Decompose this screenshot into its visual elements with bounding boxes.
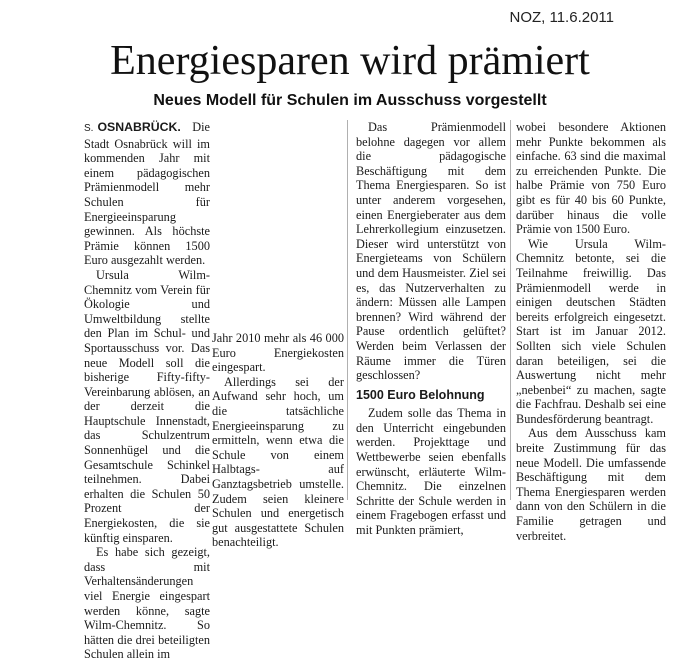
article-paragraph: Zudem solle das Thema in den Unterricht eingebunden werden. Projekttage und Wettbewerbe seien ebenfalls erwünscht, erläuterte Wilm-Chemnitz. Die einzelnen Schritte der Schule werden in einem Fragebogen erfasst und mit Punkten prämiert, — [356, 406, 506, 538]
article-headline: Energiesparen wird prämiert — [110, 38, 590, 84]
article-paragraph: Wie Ursula Wilm-Chemnitz betonte, sei die Teilnahme freiwillig. Das Prämienmodell werde in einigen deutschen Städten bereits erfolgreich eingesetzt. Start ist im Januar 2012. Sollten sich viele Schulen daran beteiligen, sei die Auswertung nicht mehr „nebenbei“ zu machen, sagte die Fachfrau. Deshalb sei eine Bundesförderung beantragt. — [516, 236, 666, 426]
column-divider — [347, 120, 348, 500]
section-crosshead: 1500 Euro Belohnung — [356, 387, 485, 402]
article-column-4 — [516, 120, 666, 543]
dateline-city: OSNABRÜCK. — [97, 120, 181, 134]
article-paragraph: Das Prämienmodell belohne dagegen vor allem die pädagogische Beschäftigung mit dem Thema Energiesparen. So ist unter anderem vorgesehen, einen Energieberater aus dem Lehrerkollegium einzusetzen. Dieser wird unterstützt von Energieteams von Schülern und dem Hausmeister. Ziel sei es, das Nutzerverhalten zu ändern: Müssen alle Lampen brennen? Wird während der Pause ordentlich gelüftet? Werden beim Verlassen der Räume immer die Türen geschlossen? — [356, 120, 506, 383]
column-divider — [510, 120, 511, 500]
dateline-author-mark: S. — [84, 123, 94, 134]
article-paragraph: Jahr 2010 mehr als 46 000 Euro Energiekosten eingespart. — [212, 331, 344, 375]
article-paragraph: Allerdings sei der Aufwand sehr hoch, um die tatsächliche Energieeinsparung zu ermitteln, wenn etwa die Schule von einem Halbtags- auf Ganztagsbetrieb umstelle. Zudem seien kleinere Schulen und energetisch gut ausgestattete Schulen benachteiligt. — [212, 374, 344, 550]
article-paragraph: Ursula Wilm-Chemnitz vom Verein für Ökologie und Umweltbildung stellte den Plan im Schul- und Sportausschuss vor. Das neue Modell soll die bisherige Fifty-fifty-Vereinbarung ablösen, an der derzeit die Hauptschule Innenstadt, das Schulzentrum Sonnenhügel und die Gesamtschule Schinkel teilnehmen. Dabei erhalten die Schulen 50 Prozent der Energiekosten, die sie künftig einsparen. — [84, 267, 210, 545]
paragraph-text: Die Stadt Osnabrück will im kommenden Jahr mit einem pädagogischen Prämienmodell mehr Schulen für Energieeinsparung gewinnen. Als höchste Prämie können 1500 Euro ausgezahlt werden. — [84, 120, 210, 268]
article-paragraph: Aus dem Ausschuss kam breite Zustimmung für das neue Modell. Die umfassende Beschäftigung mit dem Thema Energiesparen werden dann von den Schülern in die Familie getragen und verbreitet. — [516, 426, 666, 543]
article-paragraph: wobei besondere Aktionen mehr Punkte bekommen als einfache. 63 sind die maximal zu erreichenden Punkte. Die halbe Prämie von 750 Euro gibt es für 40 bis 60 Punkte, darüber hinaus die volle Prämie von 1500 Euro. — [516, 120, 666, 237]
article-column-2 — [212, 331, 344, 550]
article-column-3 — [356, 120, 506, 538]
article-paragraph: Es habe sich gezeigt, dass mit Verhaltensänderungen viel Energie eingespart werden könne, sagte Wilm-Chemnitz. So hätten die drei beteiligten Schulen allein im — [84, 545, 210, 662]
article-subheadline: Neues Modell für Schulen im Ausschuss vorgestellt — [153, 92, 547, 109]
article-column-1 — [84, 120, 210, 662]
article-paragraph — [84, 120, 210, 268]
source-citation: NOZ, 11.6.2011 — [509, 9, 614, 26]
